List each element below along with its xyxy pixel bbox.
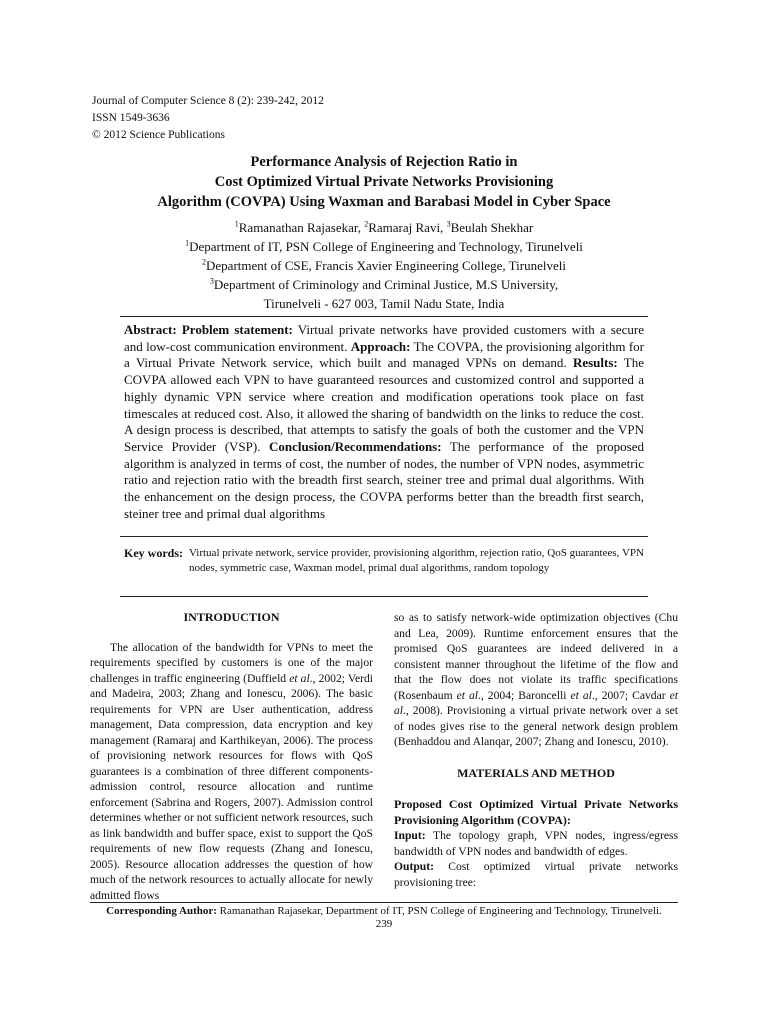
intro-p2-etal-3: et al [394,688,678,717]
authors-block [110,218,658,313]
intro-p2-part-a: so as to satisfy network-wide optimization objectives (Chu and Lea, 2009). Runtime enforcement ensures that the promised QoS guarantees are indeed delivered in a consistent manner throughout the lifetime of the flow and that the flow does not violate its traffic specifications (Rosenbaum [394,611,678,702]
keywords-divider [120,596,648,597]
intro-p2-part-d: ., 2008). Provisioning a virtual private network over a set of nodes gives rise to the general network design problem (Benhaddou and Alanqar, 2007; Zhang and Ionescu, 2010). [394,704,678,748]
affiliation-3 [110,275,658,294]
paper-title [110,152,658,212]
output-text: Cost optimized virtual private networks provisioning tree: [394,860,678,889]
author-1: Ramanathan Rajasekar, [238,220,365,235]
author-3-sup: 3 [446,219,451,229]
affiliation-3-sup: 3 [209,276,214,286]
intro-p1-part-b: ., 2002; Verdi and Madeira, 2003; Zhang and Ionescu, 2006). The basic requirements for VPN are User authentication, address management, Data compression, data encryption and key management (Ramaraj and Karthikeyan, 2006). The process of provisioning network resources for flows with QoS guarantees is a combination of three different components-admission control, resource allocation and runtime enforcement (Sabrina and Rogers, 2007). Admission control determines whether or not sufficient network resources, such as link bandwidth and buffer space, exist to support the QoS requirements of new flow requests (Zhang and Ionescu, 2005). Resource allocation addresses the question of how much of the network resources to actually allocate for newly admitted flows [90,671,373,902]
affiliation-3-text: Department of Criminology and Criminal Justice, M.S University, [213,277,559,292]
algorithm-input [394,828,678,859]
results-label: Results: [572,355,618,371]
affiliation-2-text: Department of CSE, Francis Xavier Engineering College, Tirunelveli [206,258,566,273]
approach-label: Approach: [350,338,411,354]
keywords-text: Virtual private network, service provider, provisioning algorithm, rejection ratio, QoS guarantees, VPN nodes, symmetric case, Waxman model, primal dual algorithms, random topology [189,547,644,574]
intro-p2-part-c: ., 2007; Cavdar [591,688,670,702]
title-line-3: Algorithm (COVPA) Using Waxman and Barabasi Model in Cyber Space [157,194,611,210]
affiliation-2-sup: 2 [202,257,207,267]
left-column [90,610,373,903]
algorithm-output [394,859,678,890]
keywords-block [124,546,644,576]
affiliation-3-line-2: Tirunelveli - 627 003, Tamil Nadu State, India [263,296,505,311]
title-line-1: Performance Analysis of Rejection Ratio in [250,154,518,170]
author-1-sup: 1 [234,219,239,229]
corresponding-author-note [90,904,678,919]
problem-statement-label: Problem statement: [181,322,293,337]
affiliation-1 [110,237,658,256]
intro-p1-etal: et al [289,671,310,685]
problem-statement-text: Virtual private networks have provided customers with a secure and low-cost communication environment. [124,322,644,354]
author-2: Ramaraj Ravi, [368,220,447,235]
abstract-label: Abstract: [124,322,177,337]
journal-copyright: © 2012 Science Publications [92,129,225,141]
affiliation-1-sup: 1 [185,238,190,248]
journal-issn: ISSN 1549-3636 [92,112,170,124]
right-column [394,610,678,890]
journal-citation: Journal of Computer Science 8 (2): 239-242, 2012 [92,95,324,107]
conclusion-label: Conclusion/Recommendations: [268,438,442,454]
methods-heading: MATERIALS AND METHOD [457,765,615,780]
author-2-sup: 2 [364,219,369,229]
introduction-heading: INTRODUCTION [183,610,280,624]
page-number: 239 [375,918,393,930]
corresponding-author-text: Ramanathan Rajasekar, Department of IT, PSN College of Engineering and Technology, Tirunelveli. [216,905,662,917]
introduction-paragraph-1-continued [394,610,678,750]
output-label: Output: [394,860,434,873]
introduction-paragraph-1 [90,640,373,904]
intro-p2-etal-2: et al [570,688,592,702]
covpa-subheading: Proposed Cost Optimized Virtual Private Networks Provisioning Algorithm (COVPA): [394,797,678,827]
journal-header [92,93,324,144]
affiliation-1-text: Department of IT, PSN College of Engineering and Technology, Tirunelveli [189,239,583,254]
corresponding-author-label: Corresponding Author: [106,905,217,917]
input-text: The topology graph, VPN nodes, ingress/egress bandwidth of VPN nodes and bandwidth of edges. [394,829,678,858]
conclusion-text: The performance of the proposed algorithm is analyzed in terms of cost, the number of nodes, the number of VPN nodes, asymmetric ratio and rejection ratio with the breadth first search, steiner tree and primal dual algorithms. With the enhancement on the design process, the COVPA performs better than the breadth first search, steiner tree and primal dual algorithms [124,438,644,521]
intro-p1-part-a: The allocation of the bandwidth for VPNs to meet the requirements specified by customers is one of the major challenges in traffic engineering (Duffield [90,640,373,685]
results-text: The COVPA allowed each VPN to have guaranteed resources and customized control and supported a highly dynamic VPN service where creation and modification operations took place on fast timescales at reduced cost. Also, it allowed the sharing of bandwidth on the links to reduce the cost. A design process is described, that attempts to satisfy the goals of both the customer and the VPN Service Provider (VSP). [124,355,644,454]
author-3: Beulah Shekhar [450,220,534,235]
footer-divider [90,902,678,903]
intro-p2-etal-1: et al [456,688,478,702]
author-names [110,218,658,237]
input-label: Input: [394,829,426,842]
title-line-2: Cost Optimized Virtual Private Networks Provisioning [214,174,554,190]
keywords-label: Key words: [124,546,183,560]
approach-text: The COVPA, the provisioning algorithm for a Virtual Private Network service, which built and managed VPNs on demand. [124,338,644,371]
affiliation-2 [110,256,658,275]
intro-p2-part-b: ., 2004; Baroncelli [478,688,571,702]
abstract-block [120,316,648,537]
